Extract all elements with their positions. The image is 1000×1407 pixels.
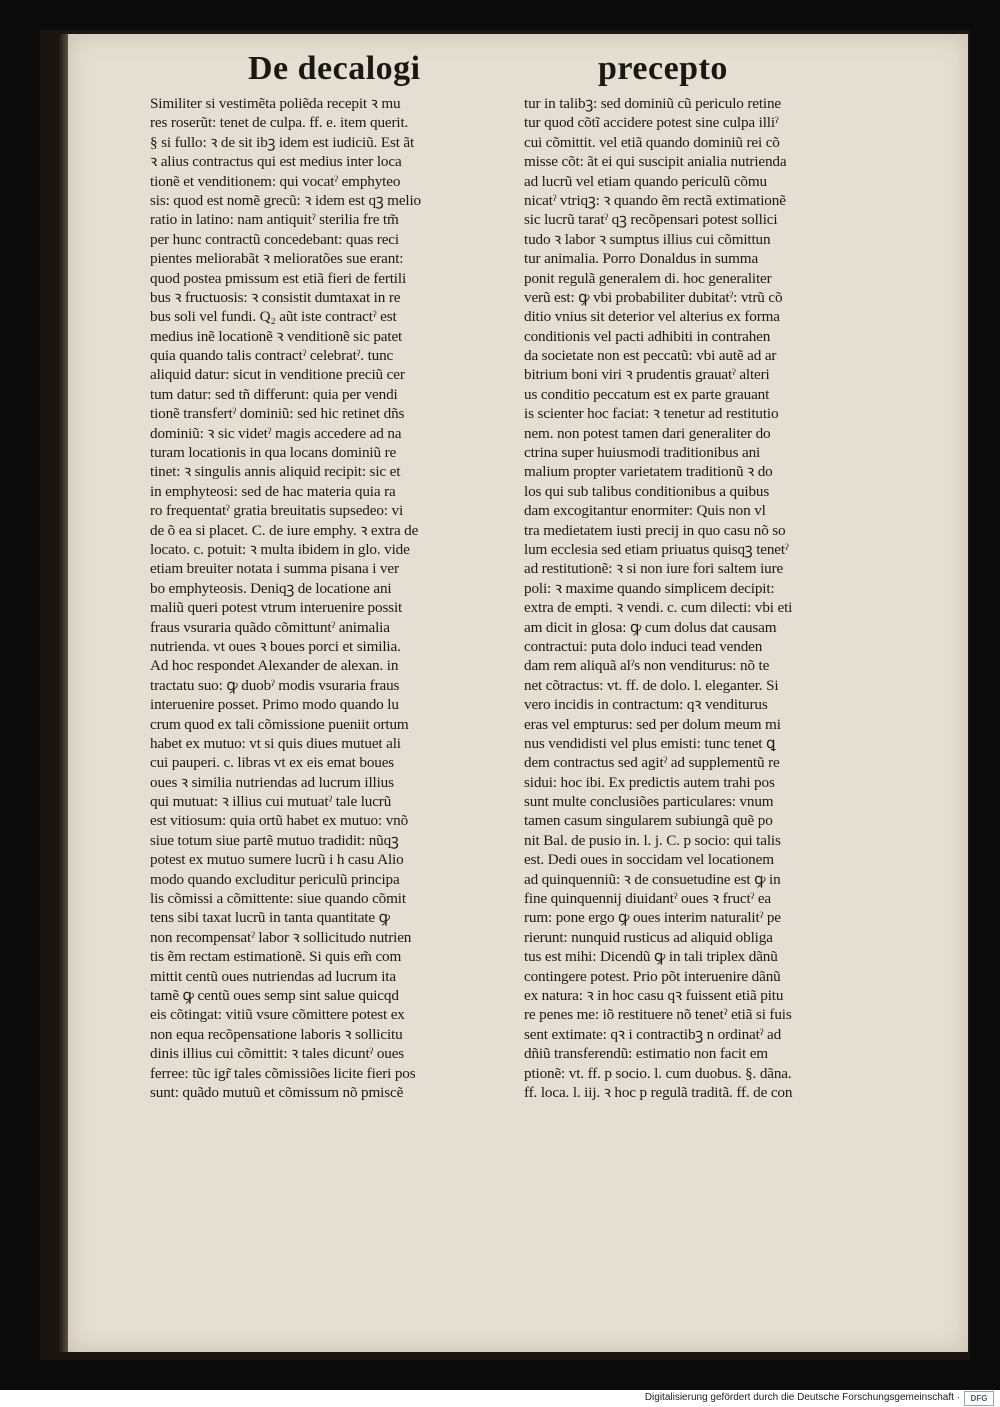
text-line: locato. c. potuit: ꝛ multa ibidem in glo. vide bbox=[150, 540, 410, 558]
text-line: conditionis vel pacti adhibiti in contrahen bbox=[524, 327, 771, 345]
text-line: ff. loca. l. iij. ꝛ hoc p regulã traditã. ff. de con bbox=[524, 1083, 793, 1101]
text-line: nus vendidisti vel plus emisti: tunc tenet ꝗ bbox=[524, 734, 776, 752]
text-line: tur animalia. Porro Donaldus in summa bbox=[524, 250, 759, 268]
text-line: sunt: quãdo mutuũ et cõmissum nõ pmiscẽ bbox=[150, 1083, 404, 1101]
text-line: nutrienda. vt oues ꝛ boues porci et similia. bbox=[150, 637, 401, 655]
running-head-right: precepto bbox=[598, 50, 728, 87]
text-line: ad quinquenniũ: ꝛ de consuetudine est ꝙ in bbox=[524, 870, 781, 888]
text-line: dominiũ: ꝛ sic videtˀ magis accedere ad na bbox=[150, 424, 402, 442]
text-line: bitrium boni viri ꝛ prudentis grauatˀ alteri bbox=[524, 366, 770, 384]
text-line: per hunc contractũ concedebant: quas reci bbox=[150, 230, 399, 248]
text-line: ferree: tũc igr̃ tales cõmissiões licite fieri pos bbox=[150, 1064, 416, 1082]
text-line: ponit regulã generalem di. hoc generaliter bbox=[524, 269, 772, 287]
text-line: medius inẽ locationẽ ꝛ venditionẽ sic patet bbox=[150, 327, 403, 345]
text-line: § si fullo: ꝛ de sit ibꝫ idem est iudiciũ. Est ãt bbox=[150, 133, 415, 151]
text-line: tus est mihi: Dicendũ ꝙ in tali triplex dãnũ bbox=[524, 948, 778, 966]
text-line: us conditio peccatum est ex parte grauant bbox=[524, 385, 770, 403]
text-line: sis: quod est nomẽ grecũ: ꝛ idem est qꝫ melio bbox=[150, 191, 421, 209]
text-line: ratio in latino: nam antiquitˀ sterilia fre tm̃ bbox=[150, 211, 399, 229]
text-line: poli: ꝛ maxime quando simplicem decipit: bbox=[524, 579, 775, 597]
text-line: cui pauperi. c. libras vt ex eis emat boues bbox=[150, 754, 395, 772]
text-column-left bbox=[150, 94, 535, 1134]
text-line: contractui: puta dolo induci tead venden bbox=[524, 637, 763, 655]
text-line: dñiũ transferendũ: estimatio non facit em bbox=[524, 1045, 768, 1063]
text-line: quod postea pmissum est etiã fieri de fertili bbox=[150, 269, 407, 287]
text-line: siue totum siue partẽ mutuo tradidit: nũqꝫ bbox=[150, 831, 399, 849]
text-line: Similiter si vestimẽta poliẽda recepit ꝛ mu bbox=[150, 95, 401, 112]
text-line: tur in talibꝫ: sed dominiũ cũ periculo retine bbox=[524, 95, 782, 112]
text-line: sent extimate: qꝛ i contractibꝫ n ordinatˀ ad bbox=[524, 1025, 782, 1043]
text-line: fraus vsuraria quãdo cõmittuntˀ animalia bbox=[150, 618, 390, 636]
text-line: dam excogitantur enormiter: Quis non vl bbox=[524, 502, 766, 520]
text-line: de õ ea si placet. C. de iure emphy. ꝛ extra de bbox=[150, 521, 419, 539]
text-line: extra de empti. ꝛ vendi. c. cum dilecti: vbi eti bbox=[524, 599, 793, 617]
text-line: ro frequentatˀ gratia breuitatis supsedeo: vi bbox=[150, 502, 404, 520]
text-line: rum: pone ergo ꝙ oues interim naturalitˀ pe bbox=[524, 909, 781, 927]
text-line: mittit centũ oues nutriendas ad lucrum ita bbox=[150, 967, 396, 985]
text-line: etiam breuiter notata i summa pisana i ver bbox=[150, 560, 399, 578]
text-line: ptionẽ: vt. ff. p socio. l. cum duobus. §. dãna. bbox=[524, 1064, 792, 1082]
text-line: dem contractus sed agitˀ ad supplementũ re bbox=[524, 754, 780, 772]
text-line: habet ex mutuo: vt si quis diues mutuet ali bbox=[150, 734, 401, 752]
text-line: bus ꝛ fructuosis: ꝛ consistit dumtaxat in re bbox=[150, 288, 401, 306]
text-line: nem. non potest tamen dari generaliter do bbox=[524, 424, 771, 442]
text-line: lis cõmissi a cõmittente: siue quando cõmit bbox=[150, 890, 406, 908]
text-line: tionẽ transfertˀ dominiũ: sed hic retinet dñs bbox=[150, 405, 405, 423]
text-line: non recompensatˀ labor ꝛ sollicitudo nutrien bbox=[150, 928, 412, 946]
text-line: tudo ꝛ labor ꝛ sumptus illius cui cõmittun bbox=[524, 230, 771, 248]
text-line: non equa recõpensatione laboris ꝛ sollicitu bbox=[150, 1025, 403, 1043]
text-line: nit Bal. de pusio in. l. j. C. p socio: qui talis bbox=[524, 831, 781, 849]
text-line: aliquid datur: sicut in venditione preciũ cer bbox=[150, 366, 405, 384]
text-line: ꝛ alius contractus qui est medius inter loca bbox=[150, 153, 402, 171]
text-line: da societate non est peccatũ: vbi autẽ ad ar bbox=[524, 347, 777, 365]
text-line: res roserũt: tenet de culpa. ff. e. item querit. bbox=[150, 114, 409, 132]
text-line: ad lucrũ vel etiam quando periculũ cõmu bbox=[524, 172, 767, 190]
text-line: am dicit in glosa: ꝙ cum dolus dat causam bbox=[524, 618, 777, 636]
text-line: crum quod ex tali cõmissione pueniit ortum bbox=[150, 715, 409, 733]
text-line: malium propter varietatem traditionũ ꝛ do bbox=[524, 463, 773, 481]
text-line: bus soli vel fundi. Q₂ aũt iste contractˀ est bbox=[150, 308, 397, 326]
text-line: bo emphyteosis. Deniqꝫ de locatione ani bbox=[150, 579, 392, 597]
text-line: cui cõmittit. vel etiã quando dominiũ rei cõ bbox=[524, 133, 780, 151]
text-line: vero incidis in contractum: qꝛ venditurus bbox=[524, 696, 768, 714]
text-line: in emphyteosi: sed de hac materia quia ra bbox=[150, 482, 396, 500]
text-line: sunt multe conclusiões particulares: vnum bbox=[524, 793, 774, 811]
text-line: ctrina super huiusmodi traditionibus ani bbox=[524, 444, 761, 462]
text-line: tur quod cõtĩ accidere potest sine culpa illiˀ bbox=[524, 114, 779, 132]
text-line: re penes me: iõ restituere nõ tenetˀ etiã si fuis bbox=[524, 1006, 792, 1024]
text-line: est. Dedi oues in soccidam vel locationem bbox=[524, 851, 774, 869]
text-line: tens sibi taxat lucrũ in tanta quantitate ꝙ bbox=[150, 909, 390, 927]
text-line: fine quinquennij diuidantˀ oues ꝛ fructˀ ea bbox=[524, 890, 771, 908]
text-line: net cõtractus: vt. ff. de dolo. l. eleganter. Si bbox=[524, 676, 779, 694]
text-line: eras vel empturus: sed per dolum meum mi bbox=[524, 715, 781, 733]
text-line: modo quando excluditur periculũ principa bbox=[150, 870, 400, 888]
text-line: tra medietatem iusti precij in quo casu nõ so bbox=[524, 521, 786, 539]
text-line: tamen casum singularem subiungã quẽ po bbox=[524, 812, 773, 830]
text-line: eis cõtingat: vitiũ vsure cõmittere potest ex bbox=[150, 1006, 405, 1024]
text-line: misse cõt: ãt ei qui suscipit anialia nutrienda bbox=[524, 153, 787, 171]
text-line: tractatu suo: ꝙ duobˀ modis vsuraria fraus bbox=[150, 676, 400, 694]
running-head-left: De decalogi bbox=[248, 50, 421, 87]
text-line: sidui: hoc ibi. Ex predictis autem trahi pos bbox=[524, 773, 775, 791]
text-line: interuenire posset. Primo modo quando lu bbox=[150, 696, 399, 714]
dfg-logo: DFG bbox=[964, 1391, 994, 1406]
text-line: potest ex mutuo sumere lucrũ i h casu Alio bbox=[150, 851, 404, 869]
text-line: est vitiosum: quia ortũ habet ex mutuo: vnõ bbox=[150, 812, 409, 830]
text-line: oues ꝛ similia nutriendas ad lucrum illius bbox=[150, 773, 394, 791]
text-line: is scienter hoc faciat: ꝛ tenetur ad restitutio bbox=[524, 405, 779, 423]
text-line: maliũ queri potest vtrum interuenire possit bbox=[150, 599, 403, 617]
text-line: pientes meliorabãt ꝛ melioratões sue erant: bbox=[150, 250, 404, 268]
text-line: rierunt: nunquid rusticus ad aliquid obliga bbox=[524, 928, 773, 946]
text-line: ditio vnius sit deterior vel alterius ex forma bbox=[524, 308, 780, 326]
text-line: turam locationis in qua locans dominiũ re bbox=[150, 444, 397, 462]
text-line: dam rem aliquã alˀs non venditurus: nõ te bbox=[524, 657, 770, 675]
text-line: tinet: ꝛ singulis annis aliquid recipit: sic et bbox=[150, 463, 401, 481]
text-line: contingere potest. Prio põt interuenire dãnũ bbox=[524, 967, 781, 985]
text-line: quia quando talis contractˀ celebratˀ. tunc bbox=[150, 347, 394, 365]
text-line: tum datur: sed tñ differunt: quia per vendi bbox=[150, 385, 398, 403]
text-line: ex natura: ꝛ in hoc casu qꝛ fuissent etiã pitu bbox=[524, 986, 784, 1004]
text-line: los qui sub talibus conditionibus a quibus bbox=[524, 482, 770, 500]
text-line: nicatˀ vtriqꝫ: ꝛ quando ẽm rectã extimationẽ bbox=[524, 191, 786, 209]
text-line: dinis illius cui cõmittit: ꝛ tales dicuntˀ oues bbox=[150, 1045, 405, 1063]
text-line: qui mutuat: ꝛ illius cui mutuatˀ tale lucrũ bbox=[150, 793, 392, 811]
text-line: tis ẽm rectam estimationẽ. Si quis em̃ com bbox=[150, 948, 402, 966]
footer-credit: Digitalisierung gefördert durch die Deutsche Forschungsgemeinschaft · bbox=[644, 1392, 960, 1403]
text-column-right bbox=[524, 94, 906, 1134]
text-line: verũ est: ꝙ vbi probabiliter dubitatˀ: vtrũ cõ bbox=[524, 288, 783, 306]
text-line: lum ecclesia sed etiam priuatus quisqꝫ tenetˀ bbox=[524, 540, 789, 558]
text-line: sic lucrũ taratˀ qꝫ recõpensari potest sollici bbox=[524, 211, 778, 229]
text-line: Ad hoc respondet Alexander de alexan. in bbox=[150, 657, 399, 675]
text-line: tionẽ et venditionem: qui vocatˀ emphyteo bbox=[150, 172, 401, 190]
text-line: tamẽ ꝙ centũ oues semp sint salue quicqd bbox=[150, 986, 399, 1004]
text-line: ad restitutionẽ: ꝛ si non iure fori saltem iure bbox=[524, 560, 784, 578]
